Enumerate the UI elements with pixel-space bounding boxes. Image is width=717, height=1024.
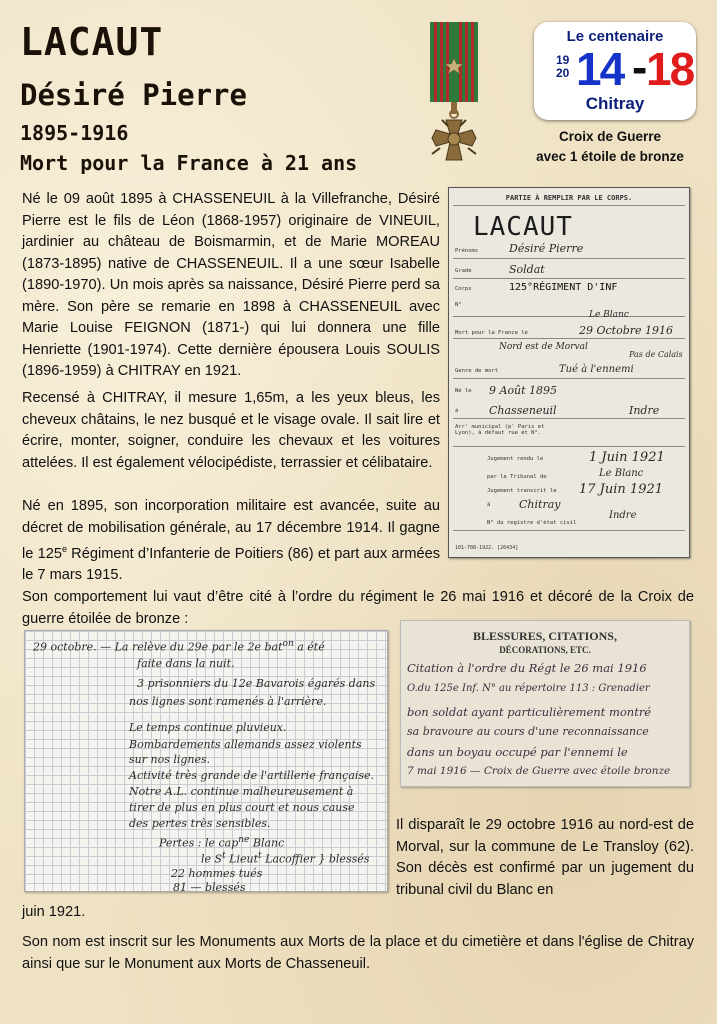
biography-paragraph-description: Recensé à CHITRAY, il mesure 1,65m, a les yeux bleus, les cheveux châtains, le nez busqué et le visage ovale. Il sait lire et écrire, monter, soigner, conduire les chevaux et les voitures attelées. Il est également vélocipédiste, terrassier et célibataire. — [22, 390, 440, 471]
citation-title: BLESSURES, CITATIONS, — [473, 629, 617, 643]
diary-line: 29 octobre. — La relève du 29e par le 2e bat$^{on}$ a été — [33, 639, 325, 654]
diary-line: Notre A.L. continue malheureusement à — [129, 785, 354, 798]
citation-record — [400, 620, 690, 787]
diary-line: Activité très grande de l'artillerie française. — [129, 769, 375, 782]
death-statement: Mort pour la France à 21 ans — [20, 151, 358, 175]
card-handwriting: Pas de Calais — [629, 350, 683, 359]
croix-de-guerre-icon — [418, 20, 490, 170]
logo-number-18: 18 — [646, 43, 694, 95]
diary-line: Bombardements allemands assez violents — [129, 738, 362, 751]
citation-line: 7 mai 1916 — Croix de Guerre avec étoile bronze — [407, 765, 671, 777]
citation-line: dans un boyau occupé par l'ennemi le — [407, 745, 628, 759]
card-handwriting: Le Blanc — [599, 468, 644, 479]
card-handwriting: 1 Juin 1921 — [589, 450, 665, 465]
card-label: N° — [455, 302, 462, 308]
diary-line: 22 hommes tués — [171, 867, 263, 880]
card-handwriting: Indre — [629, 404, 660, 417]
logo-number-14: 14 — [576, 43, 624, 95]
medal-caption-line1: Croix de Guerre — [558, 129, 662, 144]
centenaire-logo — [534, 22, 696, 120]
citation-subtitle: DÉCORATIONS, ETC. — [499, 645, 591, 655]
card-label: Grade — [455, 268, 472, 274]
medal-caption-line2: avec 1 étoile de bronze — [536, 149, 684, 164]
biography-paragraph-disappearance-end: juin 1921. — [22, 904, 86, 920]
citation-line: O.du 125e Inf. N° au répertoire 113 : Grenadier — [407, 683, 650, 694]
soldier-firstnames: Désiré Pierre — [20, 78, 247, 112]
card-label: Genre de mort — [455, 368, 499, 374]
death-record-card — [448, 187, 690, 558]
card-label: Arr' municipal (p' Paris et Lyon), à défaut rue et N°. — [455, 424, 545, 436]
diary-line: 81 — blessés — [173, 881, 246, 892]
citation-line: sa bravoure au cours d'une reconnaissance — [407, 725, 649, 738]
card-footer: 101-708-1922. [26434] — [455, 545, 519, 551]
card-handwriting: Indre — [609, 510, 637, 521]
card-label: Né le — [455, 388, 472, 394]
logo-title: Le centenaire — [566, 28, 664, 45]
regiment-diary-excerpt — [24, 630, 388, 892]
biography-paragraph-military — [22, 496, 440, 587]
logo-prefix — [556, 54, 569, 80]
diary-line: nos lignes sont ramenés à l'arrière. — [129, 695, 327, 708]
card-label: Jugement rendu le — [487, 456, 544, 462]
soldier-years: 1895-1916 — [20, 121, 129, 145]
logo-numbers — [556, 41, 696, 95]
logo-dash: - — [632, 41, 648, 93]
diary-line: faite dans la nuit. — [137, 657, 235, 670]
diary-line: des pertes très sensibles. — [129, 817, 271, 830]
biography-paragraph-memorials: Son nom est inscrit sur les Monuments aux Morts de la place et du cimetière et dans l'église de Chitray ainsi que sur le Monument aux Morts de Chasseneuil. — [22, 934, 694, 972]
card-handwriting: Tué à l'ennemi — [559, 364, 634, 375]
logo-prefix-20: 20 — [556, 66, 570, 80]
card-label: à — [487, 502, 491, 508]
soldier-surname: LACAUT — [20, 20, 164, 64]
citation-line: Citation à l'ordre du Régt le 26 mai 1916 — [407, 661, 647, 675]
card-label: par le Tribunal de — [487, 474, 547, 480]
biography-paragraph-citation: Son comportement lui vaut d’être cité à l’ordre du régiment le 26 mai 1916 et décoré de la Croix de guerre étoilée de bronze : — [22, 589, 694, 627]
card-handwriting: Soldat — [509, 263, 545, 276]
diary-line: le $S^t$ Lieut$^t$ Lacoffier } blessés — [201, 851, 370, 866]
card-handwriting: Chitray — [519, 498, 561, 511]
p3-text-a: Né en 1895, son incorporation militaire est avancée, suite au décret de mobilisation générale, au 17 décembre 1914. Il gagne le 125 — [22, 498, 440, 562]
card-label: N° du registre d'état civil — [487, 520, 577, 526]
card-handwriting: Chasseneuil — [489, 404, 557, 417]
card-handwriting: Le Blanc — [589, 310, 629, 320]
card-handwriting: 17 Juin 1921 — [579, 482, 664, 497]
card-handwriting: 9 Août 1895 — [489, 384, 558, 397]
card-label: Mort pour la France le — [455, 330, 528, 336]
diary-line: tirer de plus en plus court et nous cause — [129, 801, 355, 814]
card-label: Jugement transcrit le — [487, 488, 557, 494]
biography-paragraph-disappearance: Il disparaît le 29 octobre 1916 au nord-est de Morval, sur la commune de Le Transloy (62). Son décès est confirmé par un jugement du tribunal civil du Blanc en — [396, 817, 694, 898]
p3-superscript: e — [61, 544, 67, 554]
diary-line: sur nos lignes. — [129, 753, 211, 766]
card-label: à — [455, 408, 459, 414]
card-label: Prénoms — [455, 248, 479, 254]
logo-prefix-19: 19 — [556, 53, 570, 67]
diary-line: Le temps continue pluvieux. — [129, 721, 287, 734]
p3-text-b: Régiment d’Infanterie de Poitiers (86) et part aux armées le 7 mars 1915. — [22, 545, 440, 584]
medal-caption — [520, 127, 700, 167]
diary-line: Pertes : le cap$^{ne}$ Blanc — [159, 835, 285, 850]
card-label: Corps — [455, 286, 472, 292]
biography-paragraph-family: Né le 09 août 1895 à CHASSENEUIL à la Villefranche, Désiré Pierre est le fils de Léon (1868-1957) originaire de VINEUIL, jardinier au château de Boismarmin, et de Marie MOREAU (1873-1895) native de CHASSENEUIL. Il a une sœur Isabelle (1890-1970). Un mois après sa naissance, Désiré Pierre perd sa mère. Son père se remarie en 1898 à CHASSENEUIL avec Marie Louise FEIGNON (1871-) qui lui donnera une fille Henriette (1901-1974). Cette dernière épousera Louis SOULIS (1896-1959) à CHITRAY en 1921. — [22, 191, 440, 379]
card-handwriting: 29 Octobre 1916 — [579, 324, 674, 337]
citation-line: bon soldat ayant particulièrement montré — [407, 705, 652, 719]
logo-village: Chitray — [585, 94, 645, 113]
card-regiment-typed: 125°RÉGIMENT D'INF — [509, 282, 618, 293]
card-name: LACAUT — [473, 212, 573, 242]
diary-line: 3 prisonniers du 12e Bavarois égarés dans — [137, 677, 376, 690]
card-handwriting: Désiré Pierre — [509, 242, 584, 255]
card-handwriting: Nord est de Morval — [499, 342, 588, 352]
card-header: PARTIE À REMPLIR PAR LE CORPS. — [505, 194, 633, 202]
